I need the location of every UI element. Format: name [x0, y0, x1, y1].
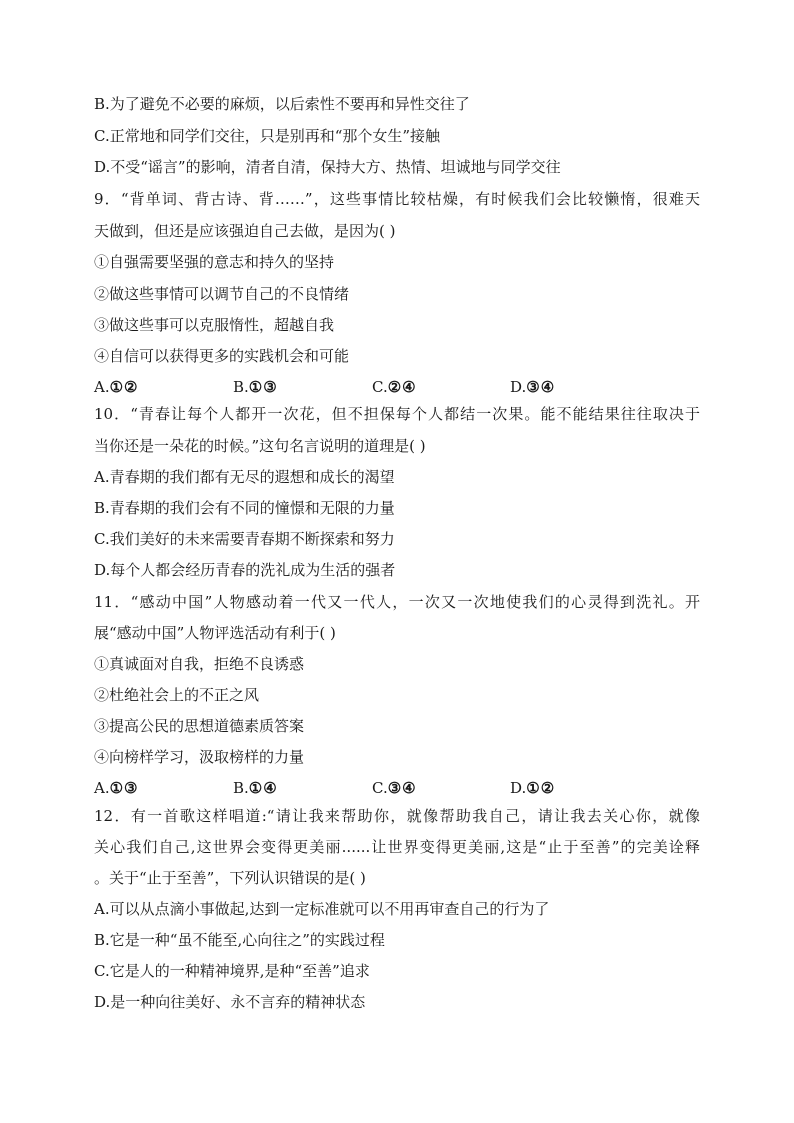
q11-option-a: A.①③ — [94, 779, 139, 797]
q9-stem-line2: 天做到，但还是应该强迫自己去做，是因为( ) — [94, 222, 396, 240]
q11-stem-line2: 展“感动中国”人物评选活动有利于( ) — [94, 624, 336, 642]
q9-item-4: ④自信可以获得更多的实践机会和可能 — [94, 347, 350, 365]
q11-item-1: ①真诚面对自我，拒绝不良诱惑 — [94, 655, 305, 673]
q11-option-d: D.①② — [510, 779, 556, 797]
q12-option-b: B.它是一种“虽不能至,心向往之”的实践过程 — [94, 931, 385, 949]
q8-option-c: C.正常地和同学们交往，只是别再和“那个女生”接触 — [94, 127, 441, 145]
q8-option-b: B.为了避免不必要的麻烦，以后索性不要再和异性交往了 — [94, 95, 470, 113]
q9-option-a: A.①② — [94, 378, 139, 396]
q8-option-d: D.不受“谣言”的影响，清者自清，保持大方、热情、坦诚地与同学交往 — [94, 158, 561, 176]
q11-option-c: C.③④ — [372, 779, 417, 797]
q9-stem-line1: 9．“背单词、背古诗、背……”，这些事情比较枯燥，有时候我们会比较懒惰，很难天 — [94, 190, 700, 208]
q11-item-3: ③提高公民的思想道德素质答案 — [94, 717, 305, 735]
q11-option-b: B.①④ — [233, 779, 278, 797]
q10-option-a: A.青春期的我们都有无尽的遐想和成长的渴望 — [94, 468, 395, 486]
q12-option-c: C.它是人的一种精神境界,是种“至善”追求 — [94, 962, 370, 980]
q10-option-c: C.我们美好的未来需要青春期不断探索和努力 — [94, 530, 395, 548]
q12-stem-line3: 。关于“止于至善”，下列认识错误的是( ) — [94, 869, 366, 887]
q11-stem-line1: 11．“感动中国”人物感动着一代又一代人，一次又一次地使我们的心灵得到洗礼。开 — [94, 593, 700, 611]
q9-item-2: ②做这些事情可以调节自己的不良情绪 — [94, 285, 350, 303]
q9-item-1: ①自强需要坚强的意志和持久的坚持 — [94, 253, 335, 271]
q12-option-d: D.是一种向往美好、永不言弃的精神状态 — [94, 993, 366, 1011]
q10-option-d: D.每个人都会经历青春的洗礼成为生活的强者 — [94, 561, 396, 579]
q9-option-c: C.②④ — [372, 378, 417, 396]
q10-stem-line2: 当你还是一朵花的时候。”这句名言说明的道理是( ) — [94, 437, 426, 455]
q12-option-a: A.可以从点滴小事做起,达到一定标准就可以不用再审查自己的行为了 — [94, 900, 550, 918]
q12-stem-line1: 12．有一首歌这样唱道:“请让我来帮助你，就像帮助我自己，请让我去关心你，就像 — [94, 807, 700, 825]
q10-option-b: B.青春期的我们会有不同的憧憬和无限的力量 — [94, 499, 395, 517]
q11-item-4: ④向榜样学习，汲取榜样的力量 — [94, 748, 305, 766]
q9-option-b: B.①③ — [233, 378, 278, 396]
q10-stem-line1: 10．“青春让每个人都开一次花，但不担保每个人都结一次果。能不能结果往往取决于 — [94, 405, 700, 423]
q12-stem-line2: 关心我们自己,这世界会变得更美丽......让世界变得更美丽,这是“止于至善”的完美诠释 — [94, 838, 700, 856]
q9-item-3: ③做这些事可以克服惰性，超越自我 — [94, 316, 335, 334]
q11-options — [94, 778, 700, 798]
q9-option-d: D.③④ — [510, 378, 556, 396]
q9-options — [94, 377, 700, 397]
q11-item-2: ②杜绝社会上的不正之风 — [94, 686, 260, 704]
